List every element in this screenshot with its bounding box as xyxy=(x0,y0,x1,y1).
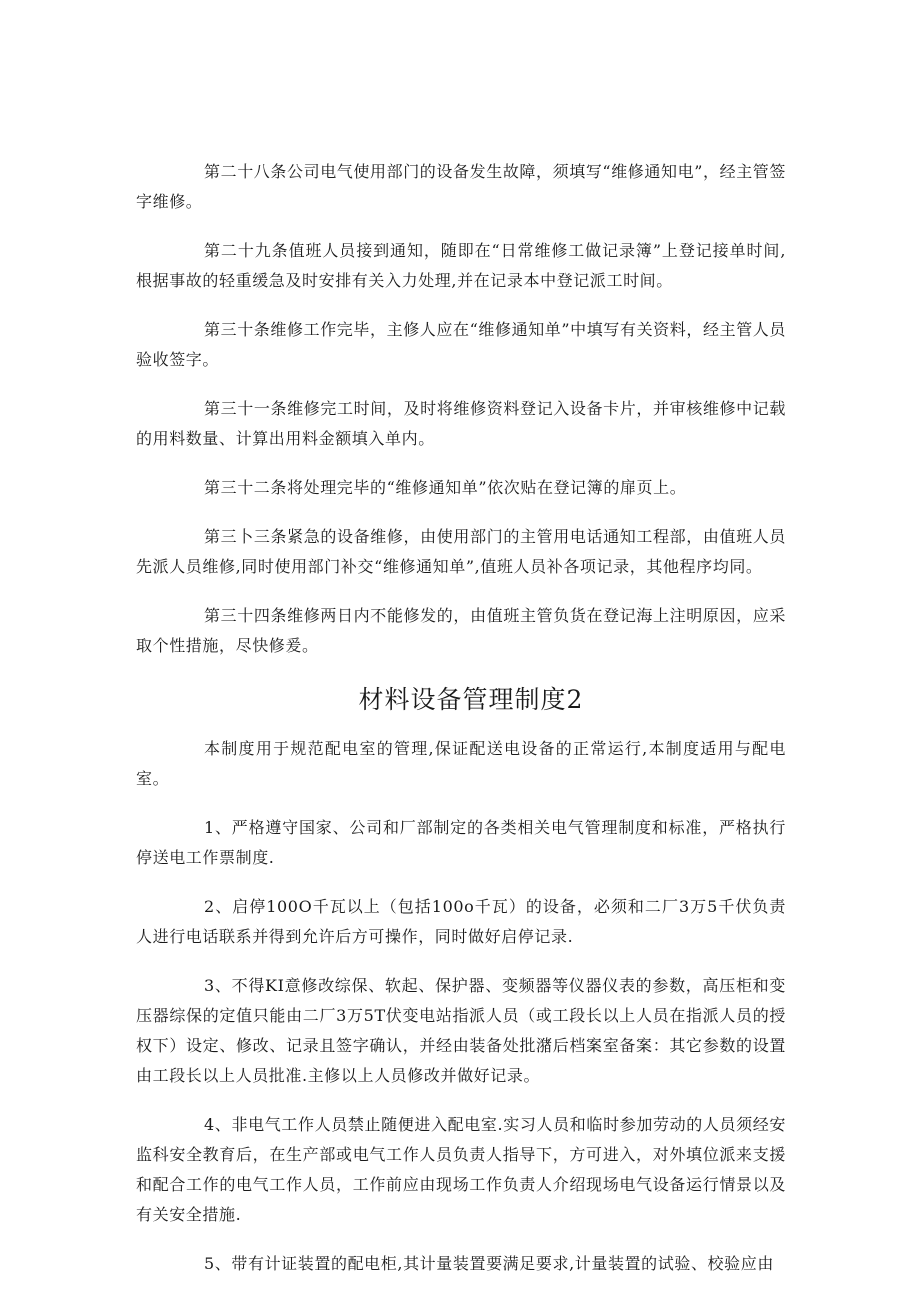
rule-1-paragraph: 1、严格遵守国家、公司和厂部制定的各类相关电气管理制度和标准，严格执行停送电工作票制度. xyxy=(136,818,786,867)
article-28-paragraph: 第二十八条公司电气使用部门的设备发生故障，须填写“维修通知电”，经主管签字维修。 xyxy=(136,162,786,211)
rule-5-paragraph: 5、带有计证装置的配电柜,其计量装置要满足要求,计量装置的试验、校验应由 xyxy=(204,1254,774,1273)
article-34-paragraph: 第三十四条维修两日内不能修发的，由值班主管负货在登记海上注明原因，应采取个性措施，尽快修爰。 xyxy=(136,606,786,655)
rule-4-paragraph: 4、非电气工作人员禁止随便进入配电室.实习人员和临时参加劳动的人员须经安监科安全教育后，在生产部或电气工作人员负责人指导下，方可进入，对外填位派来支援和配合工作的电气工作人员，工作前应由现场工作负责人介绍现场电气设备运行情景以及有关安全措施. xyxy=(136,1115,786,1224)
article-29-paragraph: 第二十九条值班人员接到通知，随即在“日常维修工做记录簿”上登记接单时间,根据事故的轻重缓急及时安排有关入力处理,并在记录本中登记派工时间。 xyxy=(136,241,786,290)
intro-paragraph: 本制度用于规范配电室的管理,保证配送电设备的正常运行,本制度适用与配电室。 xyxy=(136,739,786,788)
article-33-paragraph: 第三卜三条紧急的设备维修，由使用部门的主管用电话通知工程部，由值班人员先派人员维修,同时使用部门补交“维修通知单”,值班人员补各项记录，其他程序均同。 xyxy=(136,527,786,576)
rule-2-paragraph: 2、启停100O千瓦以上（包括100o千瓦）的设备，必须和二厂3万5千伏负责人进行电话联系并得到允许后方可操作，同时做好启停记录. xyxy=(136,897,786,946)
section-title: 材料设备管理制度2 xyxy=(358,685,584,714)
rule-3-paragraph: 3、不得KI意修改综保、软起、保护器、变频器等仪器仪表的参数，高压柜和变压器综保的定值只能由二厂3万5T伏变电站指派人员（或工段长以上人员在指派人员的授权下）设定、修改、记录且签字确认，并经由装备处批潴后档案室备案：其它参数的设置由工段长以上人员批准.主修以上人员修改并做好记录。 xyxy=(136,976,786,1085)
article-30-paragraph: 第三十条维修工作完毕，主修人应在“维修通知单”中填写有关资料，经主管人员验收签字。 xyxy=(136,320,786,369)
article-31-paragraph: 第三十一条维修完工时间，及时将维修资料登记入设备卡片，并审核维修中记载的用料数量、计算出用料金额填入单内。 xyxy=(136,399,786,448)
document-body xyxy=(136,157,786,1298)
article-32-paragraph: 第三十二条将处理完毕的“维修通知单”依次贴在登记簿的扉页上。 xyxy=(204,478,687,497)
